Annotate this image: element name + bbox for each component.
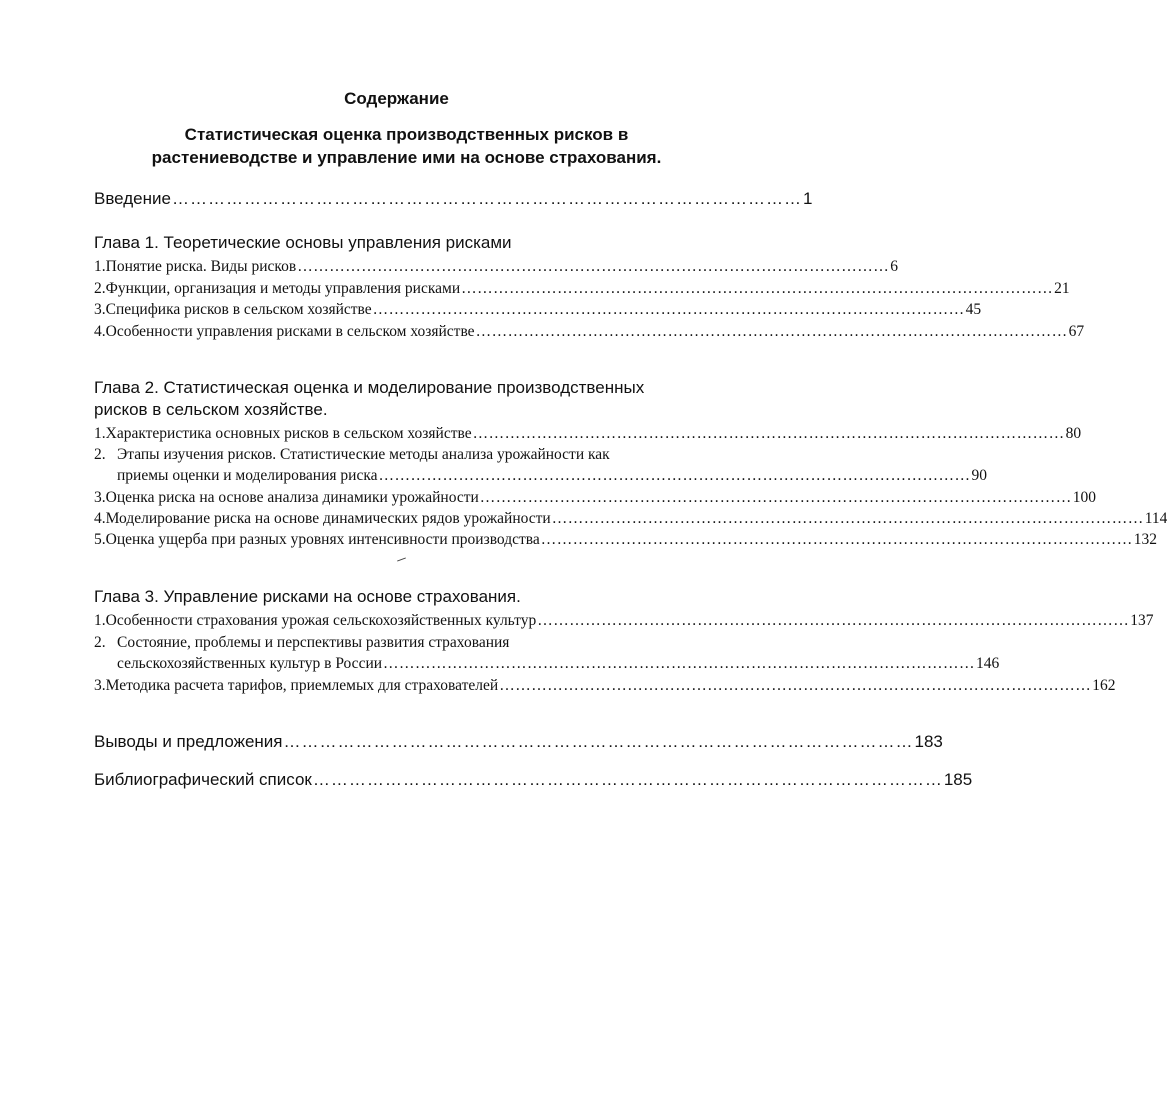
- toc-entry-2-3[interactable]: 3. Оценка риска на основе анализа динамики урожайности ………………………………………………………………………………………………… 100: [94, 489, 1097, 506]
- toc-entry-page: 80: [1065, 425, 1082, 442]
- toc-entry-1-4[interactable]: 4. Особенности управления рисками в сельском хозяйстве ………………………………………………………………………………………………… 67: [94, 323, 1085, 340]
- chapter-3-title: Глава 3. Управление рисками на основе страхования.: [94, 587, 521, 606]
- chapter-2-title-line-1: Глава 2. Статистическая оценка и моделирование производственных: [94, 378, 645, 397]
- toc-entry-label: Понятие риска. Виды рисков: [105, 258, 297, 275]
- toc-entry-label: Моделирование риска на основе динамических рядов урожайности: [105, 510, 551, 527]
- toc-entry-label: Оценка риска на основе анализа динамики урожайности: [105, 489, 479, 506]
- toc-entry-page: 114: [1144, 510, 1167, 527]
- toc-entry-page: 183: [914, 732, 943, 751]
- toc-entry-page: 146: [976, 655, 1000, 672]
- toc-entry-2-2-cont[interactable]: приемы оценки и моделирования риска ………………………………………………………………………………………………… 90: [117, 467, 988, 484]
- subtitle-line-1: Статистическая оценка производственных рисков в: [184, 125, 629, 144]
- toc-entry-3-3[interactable]: 3. Методика расчета тарифов, приемлемых для страхователей ………………………………………………………………………………………………… 162: [94, 677, 1116, 694]
- toc-entry-page: 67: [1068, 323, 1085, 340]
- toc-entry-label: Особенности страхования урожая сельскохозяйственных культур: [105, 612, 537, 629]
- toc-entry-2-1[interactable]: 1. Характеристика основных рисков в сельском хозяйстве ………………………………………………………………………………………………… 80: [94, 425, 1082, 442]
- toc-entry-page: 6: [890, 258, 898, 275]
- toc-entry-page: 1: [802, 189, 813, 208]
- toc-entry-label: Специфика рисков в сельском хозяйстве: [105, 301, 372, 318]
- toc-entry-3-2-cont[interactable]: сельскохозяйственных культур в России ………………………………………………………………………………………………… 146: [117, 655, 1000, 672]
- toc-entry-label: Этапы изучения рисков. Статистические методы анализа урожайности как: [117, 446, 610, 463]
- toc-entry-page: 185: [943, 770, 973, 789]
- toc-entry-1-1[interactable]: 1. Понятие риска. Виды рисков ………………………………………………………………………………………………… 6: [94, 258, 898, 275]
- toc-entry-page: 137: [1130, 612, 1154, 629]
- toc-entry-2-4[interactable]: 4. Моделирование риска на основе динамических рядов урожайности ………………………………………………………………………………………………… 114: [94, 510, 1167, 527]
- toc-entry-label: Оценка ущерба при разных уровнях интенсивности производства: [105, 531, 540, 548]
- toc-entry-page: 21: [1054, 280, 1070, 297]
- toc-entry-label: Состояние, проблемы и перспективы развития страхования: [117, 634, 510, 651]
- toc-entry-bibliography[interactable]: Библиографический список …………………………………………………………………………………………… 185: [94, 770, 973, 789]
- toc-entry-2-2[interactable]: 2. Этапы изучения рисков. Статистические методы анализа урожайности как: [94, 446, 610, 463]
- toc-entry-page: 45: [965, 301, 982, 318]
- toc-entry-2-5[interactable]: 5. Оценка ущерба при разных уровнях интенсивности производства ………………………………………………………………………………………………… 132: [94, 531, 1158, 548]
- toc-entry-label: Методика расчета тарифов, приемлемых для страхователей: [105, 677, 499, 694]
- subtitle-line-2: растениеводстве и управление ими на основе страхования.: [151, 148, 662, 167]
- toc-entry-label: Функции, организация и методы управления рисками: [105, 280, 461, 297]
- toc-entry-page: 162: [1092, 677, 1116, 694]
- toc-entry-label: приемы оценки и моделирования риска: [117, 467, 378, 484]
- toc-entry-label: Характеристика основных рисков в сельском хозяйстве: [105, 425, 472, 442]
- toc-entry-conclusions[interactable]: Выводы и предложения …………………………………………………………………………………………… 183: [94, 732, 943, 751]
- chapter-1-title: Глава 1. Теоретические основы управления рисками: [94, 233, 512, 252]
- toc-entry-3-2[interactable]: 2. Состояние, проблемы и перспективы развития страхования: [94, 634, 510, 651]
- toc-entry-label: Введение: [94, 189, 171, 208]
- toc-entry-3-1[interactable]: 1. Особенности страхования урожая сельскохозяйственных культур ………………………………………………………………………………………………… 137: [94, 612, 1154, 629]
- toc-entry-page: 100: [1072, 489, 1097, 506]
- toc-entry-label: сельскохозяйственных культур в России: [117, 655, 383, 672]
- page-title: Содержание: [344, 89, 449, 108]
- toc-entry-page: 90: [971, 467, 988, 484]
- toc-entry-1-3[interactable]: 3. Специфика рисков в сельском хозяйстве ………………………………………………………………………………………………… 45: [94, 301, 982, 318]
- toc-entry-label: Библиографический список: [94, 770, 312, 789]
- toc-entry-intro[interactable]: Введение …………………………………………………………………………………………… 1: [94, 189, 813, 208]
- toc-entry-page: 132: [1133, 531, 1158, 548]
- toc-entry-label: Особенности управления рисками в сельском хозяйстве: [105, 323, 475, 340]
- toc-entry-label: Выводы и предложения: [94, 732, 283, 751]
- chapter-2-title-line-2: рисков в сельском хозяйстве.: [94, 400, 328, 419]
- scan-mark: [397, 557, 406, 561]
- toc-entry-1-2[interactable]: 2. Функции, организация и методы управления рисками ………………………………………………………………………………………………… 21: [94, 280, 1070, 297]
